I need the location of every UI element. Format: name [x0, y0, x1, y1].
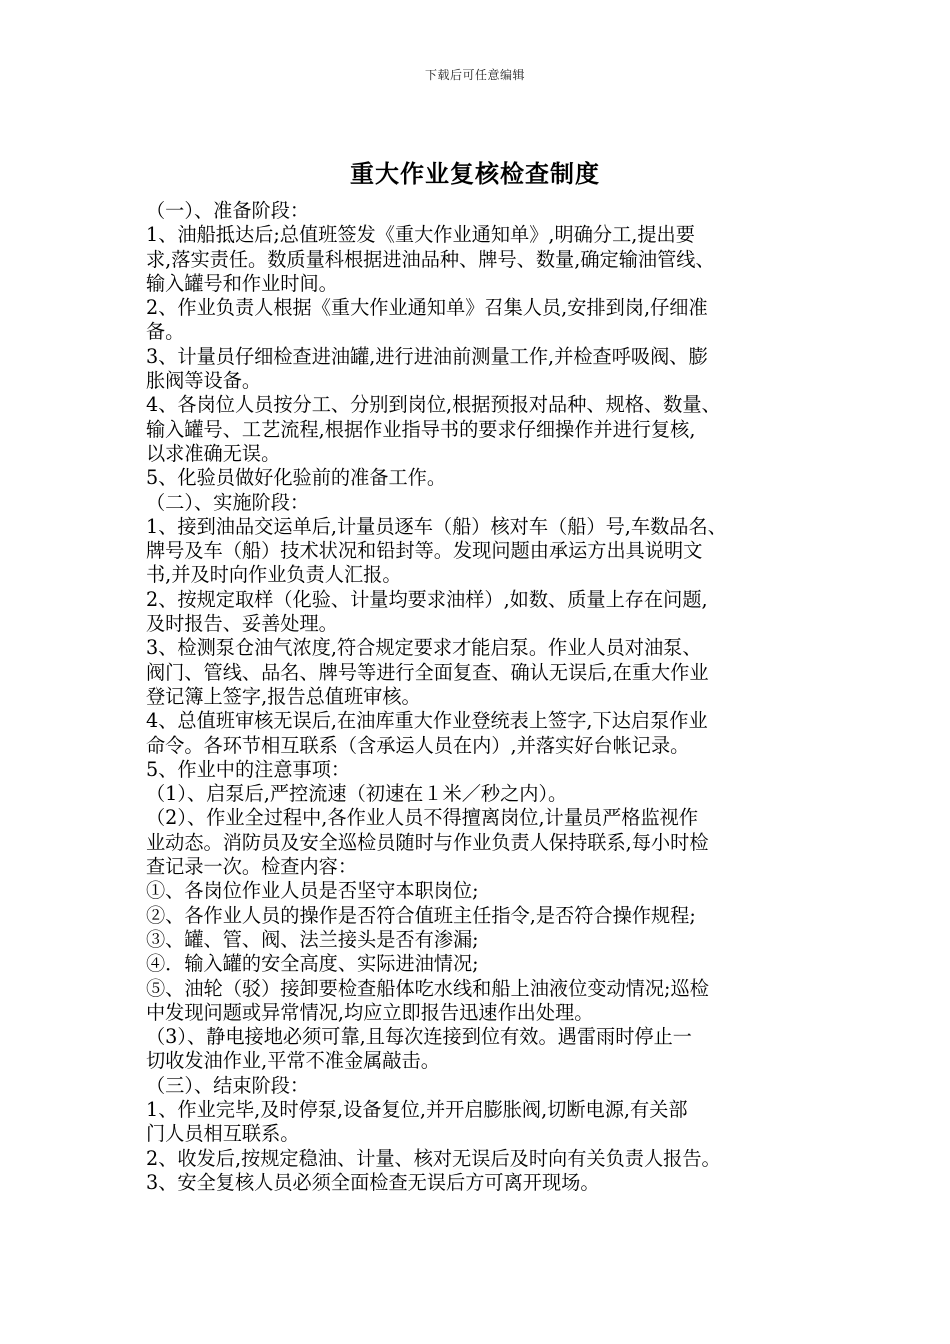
text-line: 门人员相互联系。 — [146, 1122, 300, 1146]
text-line: 查记录一次。检查内容： — [146, 855, 358, 879]
text-line: 5、作业中的注意事项： — [146, 757, 351, 781]
text-line: 牌号及车（船）技术状况和铅封等。发现问题由承运方出具说明文 — [146, 539, 703, 563]
text-line: ③、罐、管、阀、法兰接头是否有渗漏; — [146, 927, 479, 951]
text-line: 4、总值班审核无误后,在油库重大作业登统表上签字,下达启泵作业 — [146, 709, 708, 733]
document-body — [146, 199, 816, 1195]
text-line: （3）、静电接地必须可靠,且每次连接到位有效。遇雷雨时停止一 — [146, 1025, 692, 1049]
text-line: 切收发油作业,平常不准金属敲击。 — [146, 1049, 440, 1073]
text-line: ④．输入罐的安全高度、实际进油情况; — [146, 952, 479, 976]
text-line: （一）、准备阶段： — [146, 199, 310, 222]
text-line: 3、检测泵仓油气浓度,符合规定要求才能启泵。作业人员对油泵、 — [146, 636, 702, 660]
text-line: 4、各岗位人员按分工、分别到岗位,根据预报对品种、规格、数量、 — [146, 393, 721, 417]
text-line: （二）、实施阶段： — [146, 490, 310, 514]
text-line: 5、化验员做好化验前的准备工作。 — [146, 466, 447, 490]
text-line: 2、收发后,按规定稳油、计量、核对无误后及时向有关负责人报告。 — [146, 1146, 721, 1170]
text-line: 胀阀等设备。 — [146, 369, 262, 393]
text-line: 以求准确无误。 — [146, 441, 281, 465]
text-line: 登记簿上签字,报告总值班审核。 — [146, 684, 421, 708]
text-line: （三）、结束阶段： — [146, 1073, 310, 1097]
text-line: 1、油船抵达后;总值班签发《重大作业通知单》,明确分工,提出要 — [146, 223, 695, 247]
text-line: ①、各岗位作业人员是否坚守本职岗位; — [146, 879, 479, 903]
text-line: （1）、启泵后,严控流速（初速在１米／秒之内）。 — [146, 782, 568, 806]
text-line: 1、接到油品交运单后,计量员逐车（船）核对车（船）号,车数品名、 — [146, 514, 727, 538]
text-line: 3、计量员仔细检查进油罐,进行进油前测量工作,并检查呼吸阀、膨 — [146, 344, 708, 368]
text-line: 中发现问题或异常情况,均应立即报告迅速作出处理。 — [146, 1000, 594, 1024]
text-line: （2）、作业全过程中,各作业人员不得擅离岗位,计量员严格监视作 — [146, 806, 699, 830]
text-line: 阀门、管线、品名、牌号等进行全面复查、确认无误后,在重大作业 — [146, 660, 709, 684]
text-line: 备。 — [146, 320, 185, 344]
text-line: 命令。各环节相互联系（含承运人员在内）,并落实好台帐记录。 — [146, 733, 690, 757]
document-title: 重大作业复核检查制度 — [350, 160, 600, 188]
text-line: 书,并及时向作业负责人汇报。 — [146, 563, 402, 587]
text-line: 输入罐号和作业时间。 — [146, 271, 338, 295]
text-line: ②、各作业人员的操作是否符合值班主任指令,是否符合操作规程; — [146, 903, 696, 927]
text-line: 输入罐号、工艺流程,根据作业指导书的要求仔细操作并进行复核, — [146, 417, 696, 441]
text-line: 3、安全复核人员必须全面检查无误后方可离开现场。 — [146, 1170, 600, 1194]
text-line: 及时报告、妥善处理。 — [146, 612, 338, 636]
header-note: 下载后可任意编辑 — [424, 68, 525, 82]
text-line: 2、按规定取样（化验、计量均要求油样）,如数、质量上存在问题, — [146, 587, 708, 611]
text-line: 1、作业完毕,及时停泵,设备复位,并开启膨胀阀,切断电源,有关部 — [146, 1097, 688, 1121]
text-line: 2、作业负责人根据《重大作业通知单》召集人员,安排到岗,仔细准 — [146, 296, 708, 320]
text-line: 求,落实责任。数质量科根据进油品种、牌号、数量,确定输油管线、 — [146, 247, 715, 271]
text-line: 业动态。消防员及安全巡检员随时与作业负责人保持联系,每小时检 — [146, 830, 709, 854]
text-line: ⑤、油轮（驳）接卸要检查船体吃水线和船上油液位变动情况;巡检 — [146, 976, 709, 1000]
